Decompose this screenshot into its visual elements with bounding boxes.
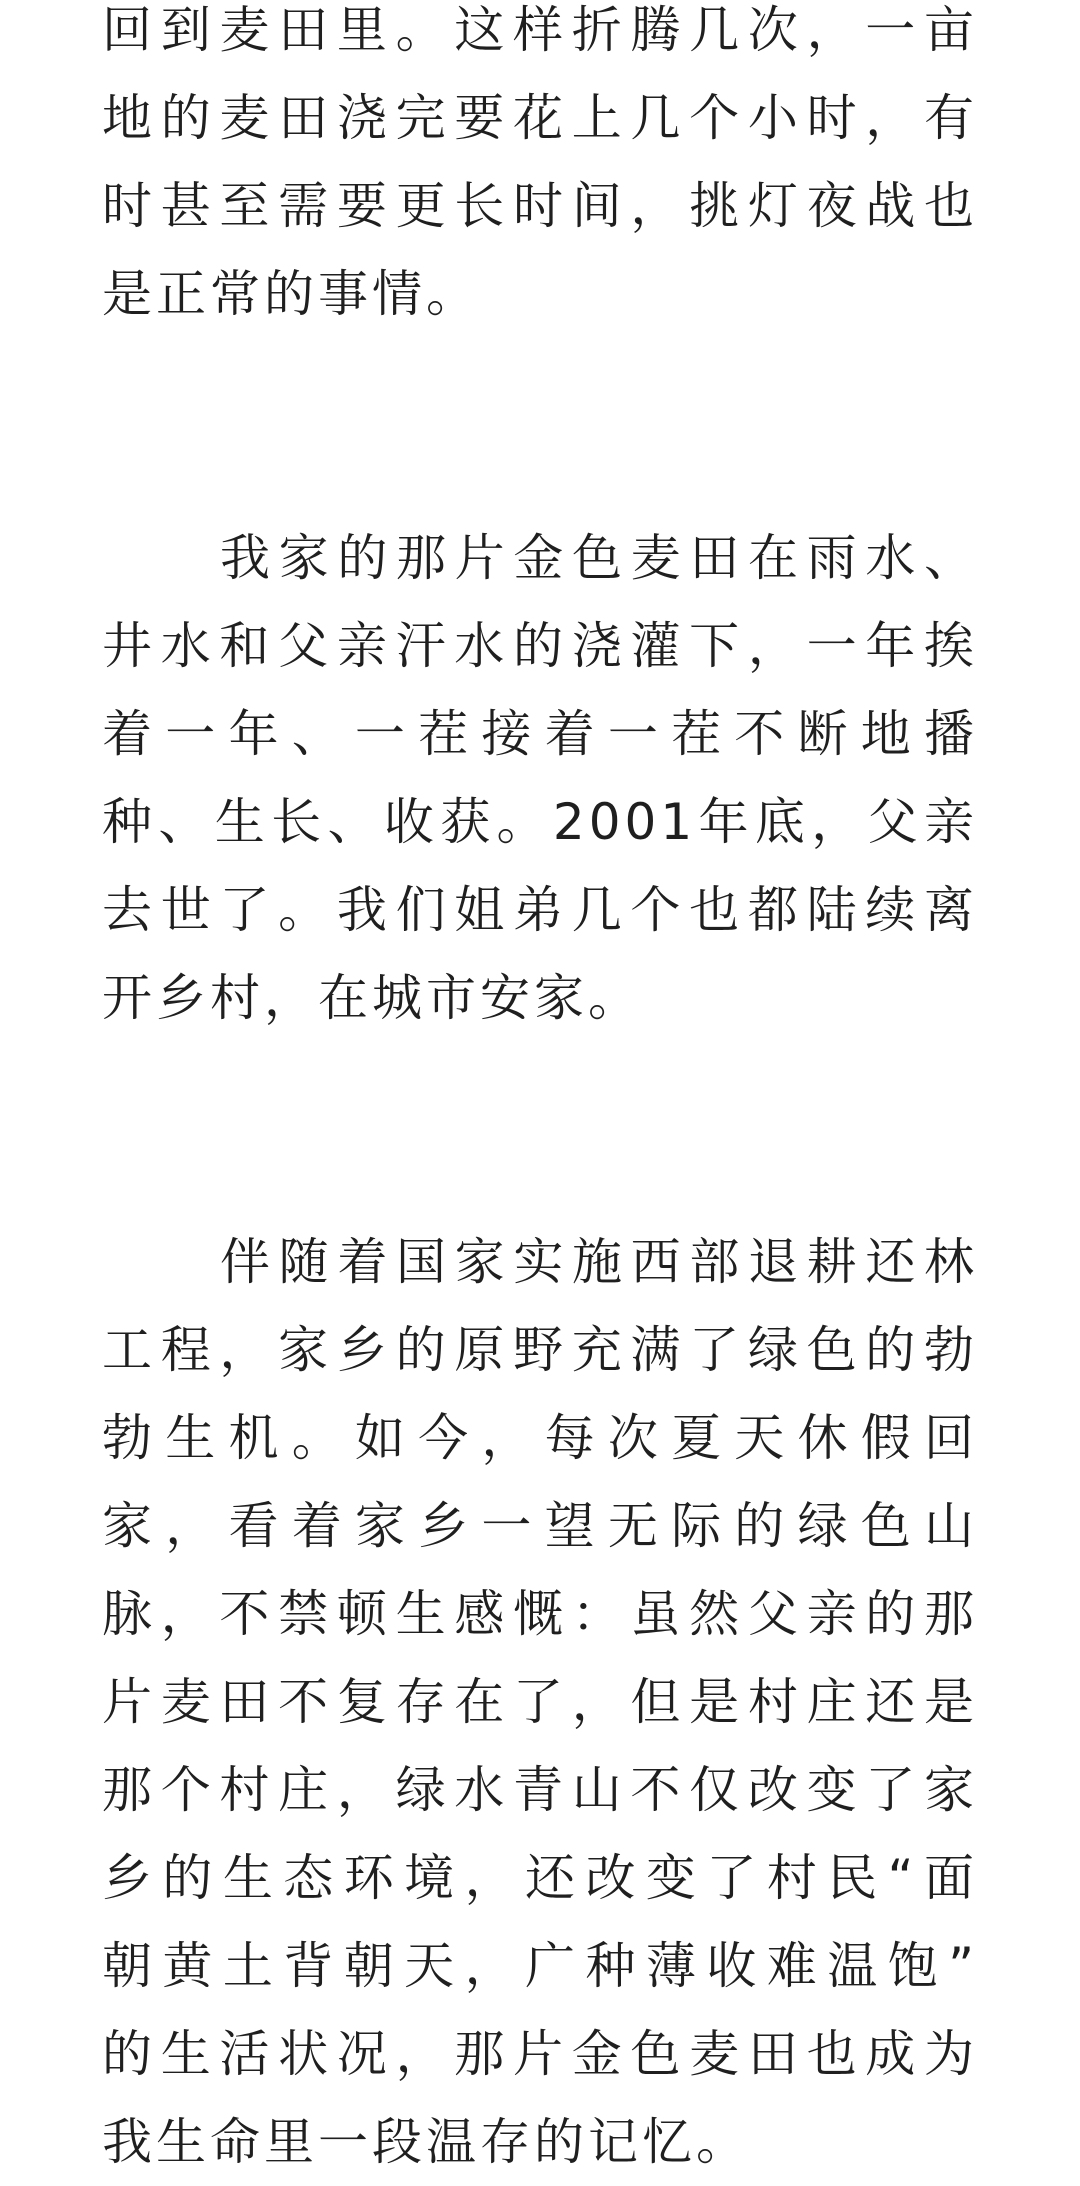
text-line: 去世了。我们姐弟几个也都陆续离: [102, 881, 978, 939]
text-line: 那个村庄，绿水青山不仅改变了家: [102, 1761, 978, 1819]
text-line: 井水和父亲汗水的浇灌下，一年挨: [102, 617, 978, 675]
text-line: 的生活状况，那片金色麦田也成为: [102, 2025, 978, 2083]
text-line: 开乡村，在城市安家。: [102, 969, 642, 1027]
text-line: 种、生长、收获。2001年底，父亲: [102, 793, 978, 851]
text-line: 地的麦田浇完要花上几个小时，有: [102, 89, 978, 147]
text-line: 着一年、一茬接着一茬不断地播: [102, 705, 978, 763]
text-line: 工程，家乡的原野充满了绿色的勃: [102, 1321, 978, 1379]
text-line: 时甚至需要更长时间，挑灯夜战也: [102, 177, 978, 235]
text-line: 朝黄土背朝天，广种薄收难温饱”: [102, 1937, 978, 1995]
text-line: 乡的生态环境，还改变了村民“面: [102, 1849, 978, 1907]
paragraph-1: [102, 0, 978, 338]
text-line: 伴随着国家实施西部退耕还林: [220, 1233, 978, 1291]
text-line: 勃生机。如今，每次夏天休假回: [102, 1409, 978, 1467]
text-line: 片麦田不复存在了，但是村庄还是: [102, 1673, 978, 1731]
text-line: 是正常的事情。: [102, 265, 480, 323]
text-line: 我生命里一段温存的记忆。: [102, 2113, 750, 2171]
paragraph-2: [102, 514, 978, 1042]
paragraph-3: [102, 1218, 978, 2186]
text-line: 我家的那片金色麦田在雨水、: [220, 529, 978, 587]
text-line: 回到麦田里。这样折腾几次，一亩: [102, 1, 978, 59]
text-line: 脉，不禁顿生感慨：虽然父亲的那: [102, 1585, 978, 1643]
article-body: [102, 0, 978, 2186]
text-line: 家，看着家乡一望无际的绿色山: [102, 1497, 978, 1555]
